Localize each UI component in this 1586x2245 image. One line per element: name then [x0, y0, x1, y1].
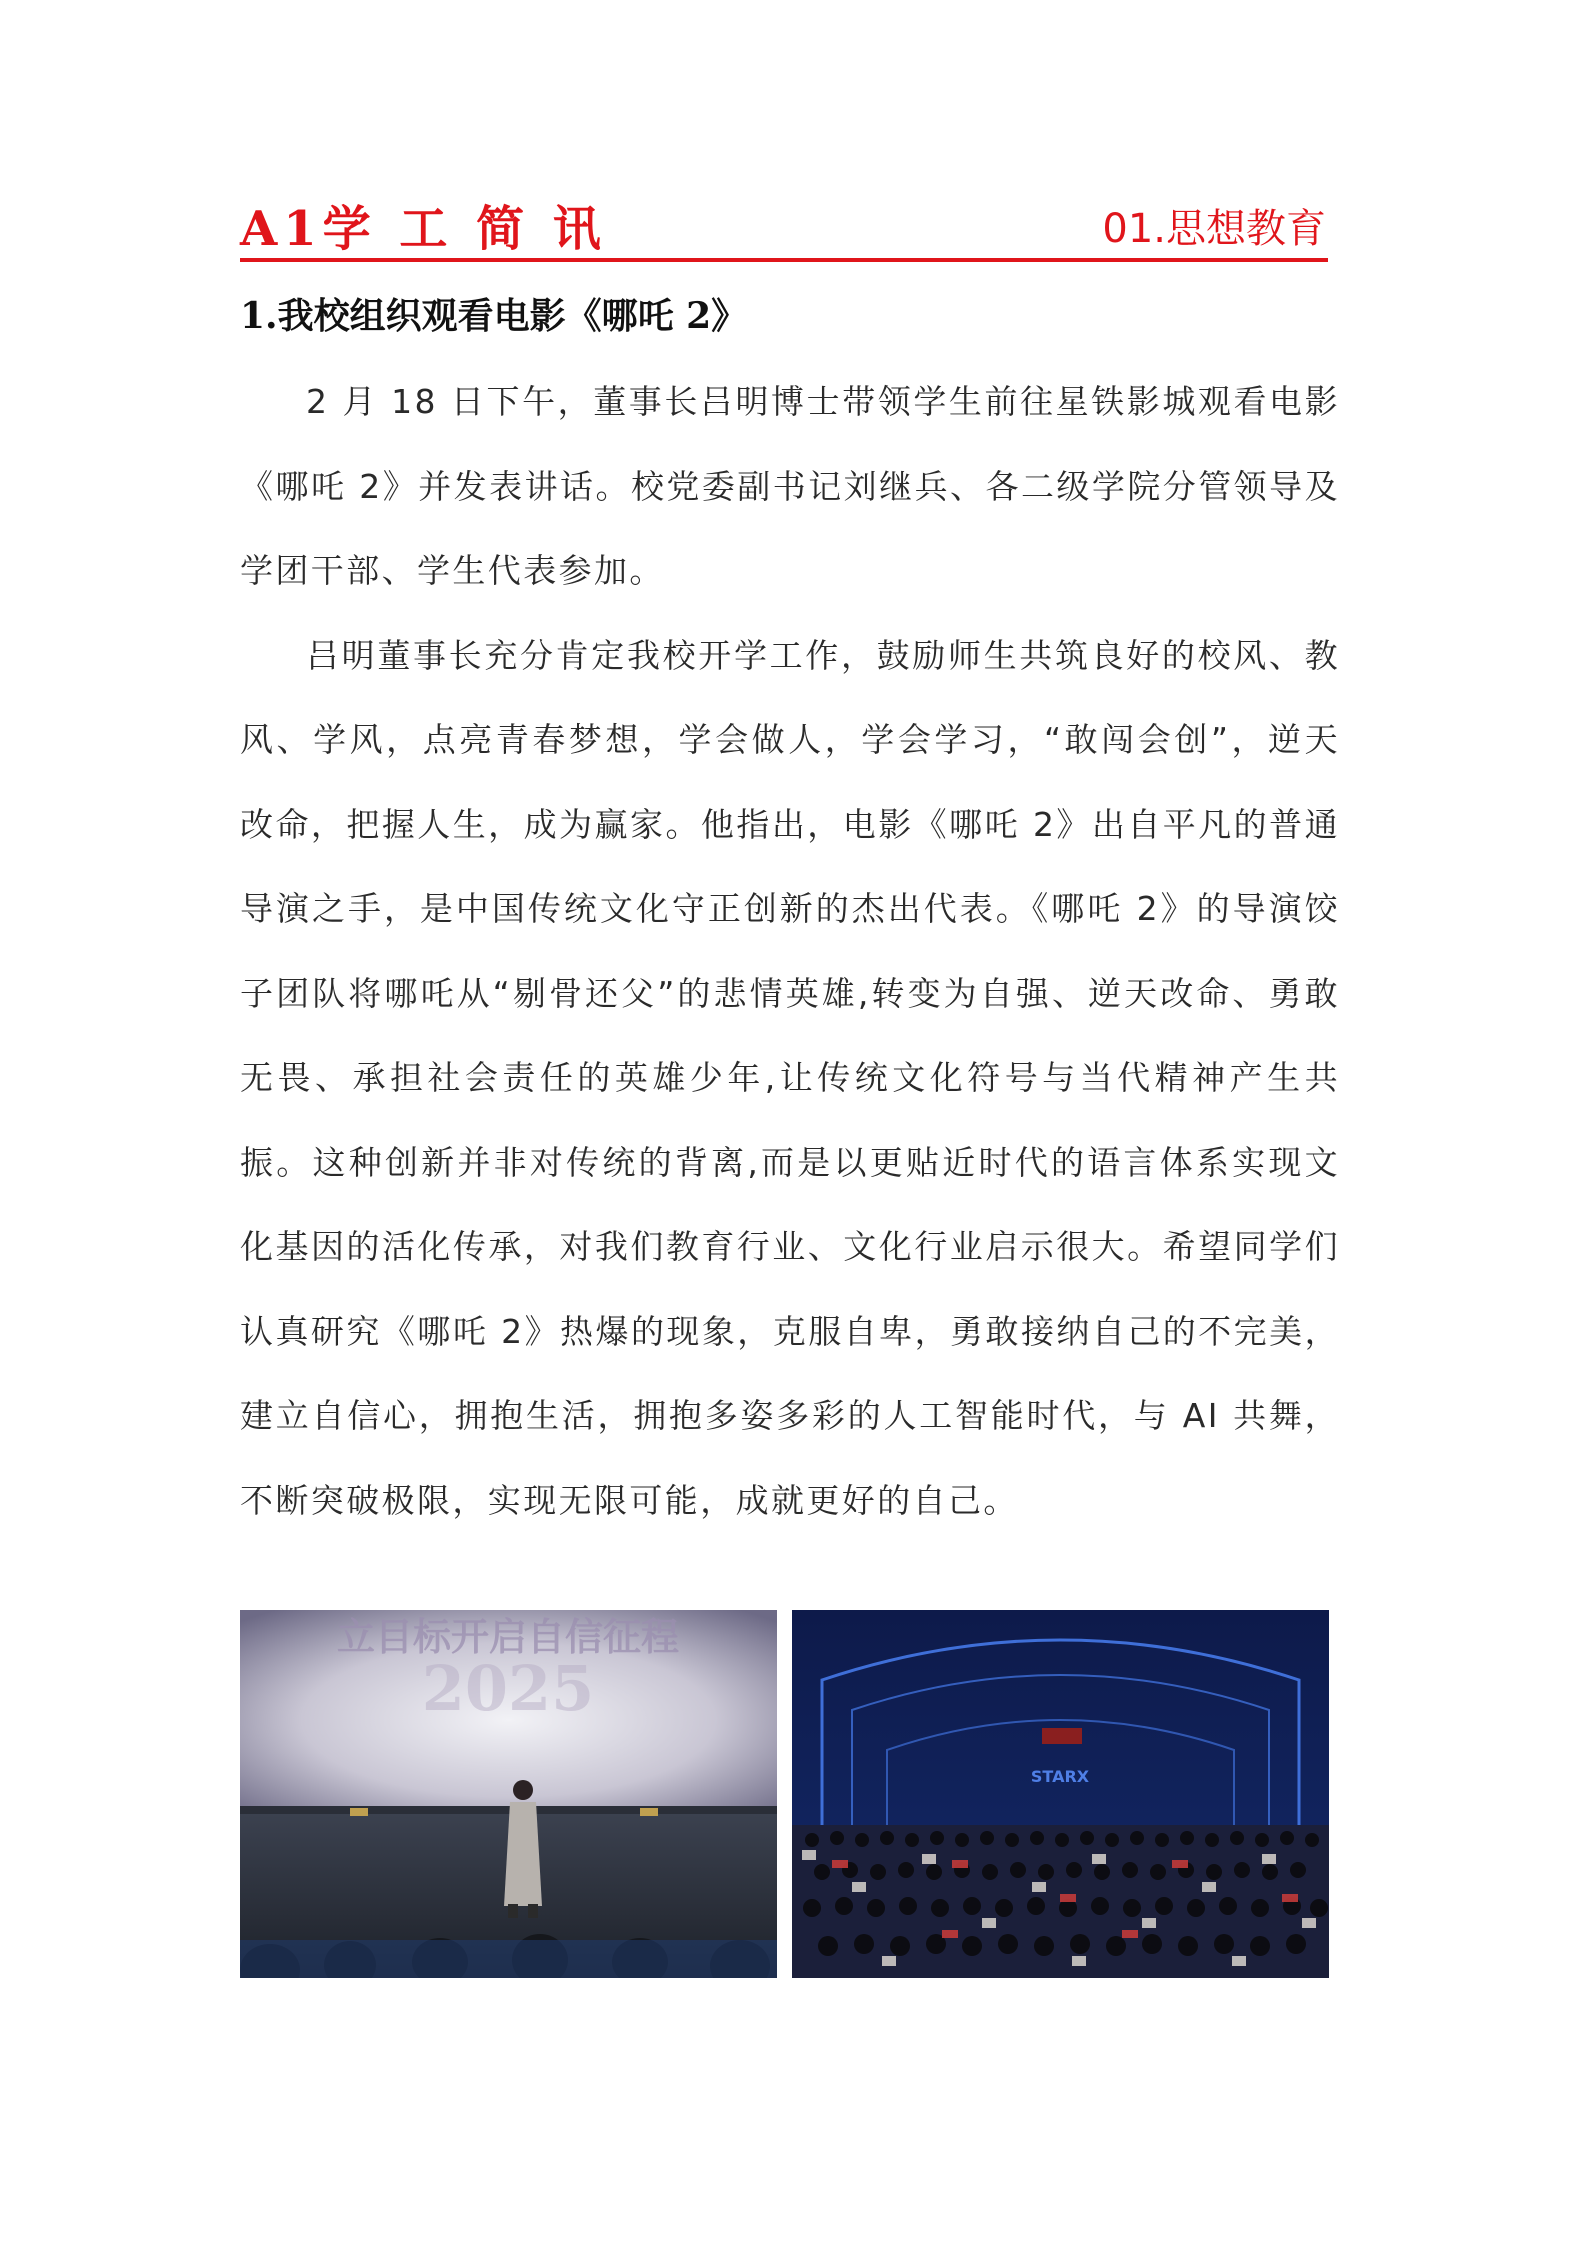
- article-body: [240, 360, 1340, 1543]
- header-divider: [240, 258, 1328, 262]
- audience-crowd: [792, 1825, 1329, 1978]
- newsletter-title: A1学 工 简 讯: [240, 201, 607, 257]
- photo-speaker-on-stage: [240, 1610, 777, 1978]
- section-title: 01.思想教育: [1102, 206, 1326, 252]
- theater-logo: STARX: [1030, 1767, 1090, 1786]
- article-paragraph-2: 吕明董事长充分肯定我校开学工作，鼓励师生共筑良好的校风、教风、学风，点亮青春梦想，学会做人，学会学习，“敢闯会创”，逆天改命，把握人生，成为赢家。他指出，电影《哪吒 2》出自平凡的普通导演之手，是中国传统文化守正创新的杰出代表。《哪吒 2》的导演饺子团队将哪吒从“剔骨还父”的悲情英雄,转变为自强、逆天改命、勇敢无畏、承担社会责任的英雄少年,让传统文化符号与当代精神产生共振。这种创新并非对传统的背离,而是以更贴近时代的语言体系实现文化基因的活化传承，对我们教育行业、文化行业启示很大。希望同学们认真研究《哪吒 2》热爆的现象，克服自卑，勇敢接纳自己的不完美，建立自信心，拥抱生活，拥抱多姿多彩的人工智能时代，与 AI 共舞，不断突破极限，实现无限可能，成就更好的自己。: [240, 635, 1340, 1520]
- photo-audience-theater: [792, 1610, 1329, 1978]
- newsletter-header: [240, 198, 1326, 260]
- screen-slogan: 立目标开启自信征程: [336, 1614, 680, 1659]
- article-title: 1.我校组织观看电影《哪吒 2》: [240, 295, 748, 337]
- screen-year: 2025: [421, 1652, 595, 1725]
- article-paragraph-1: 2 月 18 日下午，董事长吕明博士带领学生前往星铁影城观看电影《哪吒 2》并发表讲话。校党委副书记刘继兵、各二级学院分管领导及学团干部、学生代表参加。: [240, 382, 1340, 590]
